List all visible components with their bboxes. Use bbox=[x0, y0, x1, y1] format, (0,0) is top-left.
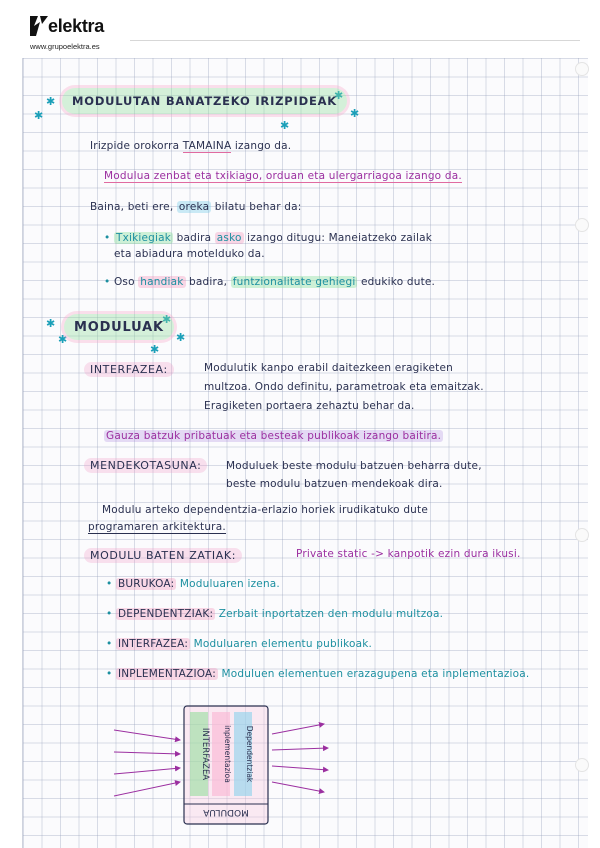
list-item bbox=[106, 668, 529, 680]
module-diagram bbox=[110, 700, 350, 830]
star-icon: ✱ bbox=[58, 333, 68, 346]
arteko-line1 bbox=[102, 504, 428, 516]
star-icon: ✱ bbox=[150, 343, 160, 356]
paragraph-main-criterion bbox=[90, 140, 291, 152]
text-fragment: Moduluek beste modulu batzuen beharra dute, bbox=[226, 460, 482, 472]
text-fragment: Private static -> kanpotik ezin dura ikusi. bbox=[296, 548, 521, 560]
item-text: Zerbait inportatzen den modulu multzoa. bbox=[218, 608, 444, 620]
keyword-tamaina: TAMAINA bbox=[182, 140, 232, 152]
text-fragment: badira bbox=[173, 232, 215, 244]
keyword-oreka: oreka bbox=[178, 201, 210, 213]
outgoing-arrows bbox=[272, 724, 328, 792]
text-fragment: edukiko dute. bbox=[357, 276, 436, 288]
text-fragment: multzoa. Ondo definitu, parametroak eta emaitzak. bbox=[204, 381, 484, 393]
term-mendekotasuna bbox=[84, 458, 207, 473]
interfazea-def-line1 bbox=[204, 362, 453, 374]
incoming-arrows bbox=[114, 730, 180, 796]
text-fragment: Modulu arteko dependentzia-erlazio horiek irudikatuko dute bbox=[102, 504, 429, 516]
item-text: Moduluaren izena. bbox=[179, 578, 280, 590]
bullet-large-modules bbox=[104, 276, 435, 288]
bullet-dot: • bbox=[106, 668, 113, 680]
star-icon: ✱ bbox=[162, 313, 172, 326]
text-fragment: Oso bbox=[113, 276, 139, 288]
item-label: INPLEMENTAZIOA: bbox=[117, 668, 216, 680]
text-fragment: Modulua zenbat eta txikiago, orduan eta ulergarriagoa izango da. bbox=[104, 170, 462, 182]
keyword-txikiegiak: Txikiegiak bbox=[115, 232, 172, 244]
item-label: DEPENDENTZIAK: bbox=[117, 608, 214, 620]
elektra-logo bbox=[28, 12, 124, 52]
paragraph-private-public bbox=[104, 430, 443, 442]
star-icon: ✱ bbox=[350, 107, 360, 120]
text-fragment: Irizpide orokorra bbox=[90, 140, 183, 152]
item-text: Moduluaren elementu publikoak. bbox=[193, 638, 373, 650]
logo-url: www.grupoelektra.es bbox=[30, 42, 100, 51]
binder-hole bbox=[575, 218, 589, 232]
section-title-modules bbox=[64, 314, 174, 340]
text-fragment: programaren arkitektura. bbox=[88, 521, 226, 533]
section-title-text: MODULUTAN BANATZEKO IRIZPIDEAK bbox=[72, 94, 338, 108]
text-fragment: Modulutik kanpo erabil daitezkeen eragiketen bbox=[204, 362, 454, 374]
text-fragment: bilatu behar da: bbox=[211, 201, 302, 213]
list-item bbox=[106, 578, 280, 590]
item-label: INTERFAZEA: bbox=[117, 638, 189, 650]
bullet-small-modules bbox=[104, 232, 432, 244]
star-icon: ✱ bbox=[46, 317, 56, 330]
text-fragment: izango da. bbox=[231, 140, 292, 152]
star-icon: ✱ bbox=[280, 119, 290, 132]
bullet-dot: • bbox=[106, 578, 113, 590]
keyword-asko: asko bbox=[216, 232, 242, 244]
star-icon: ✱ bbox=[176, 331, 186, 344]
bullet-dot: • bbox=[106, 608, 113, 620]
keyword-funtzionalitate: funtzionalitate gehiegi bbox=[232, 276, 356, 288]
elektra-logo-icon bbox=[28, 14, 50, 38]
text-fragment: izango ditugu: Maneiatzeko zailak bbox=[243, 232, 433, 244]
text-fragment: Eragiketen portaera zehaztu behar da. bbox=[204, 400, 415, 412]
text-fragment: eta abiadura motelduko da. bbox=[114, 248, 265, 260]
star-icon: ✱ bbox=[34, 109, 44, 122]
list-item bbox=[106, 608, 443, 620]
term-label: MODULU BATEN ZATIAK: bbox=[90, 549, 237, 562]
bullet-dot: • bbox=[104, 276, 111, 288]
text-fragment: badira, bbox=[185, 276, 231, 288]
mendekotasuna-def-line2 bbox=[226, 478, 443, 490]
diagram-label-modulua: MODULUA bbox=[203, 807, 249, 817]
star-icon: ✱ bbox=[334, 89, 344, 102]
diagram-label-interfazea: INTERFAZEA bbox=[200, 727, 210, 781]
binder-hole bbox=[575, 62, 589, 76]
item-text: Moduluen elementuen erazagupena eta inplementazioa. bbox=[221, 668, 530, 680]
section-title-criteria bbox=[62, 88, 347, 114]
term-label: MENDEKOTASUNA: bbox=[90, 459, 202, 472]
item-label: BURUKOA: bbox=[117, 578, 175, 590]
bullet-dot: • bbox=[104, 232, 111, 244]
interfazea-def-line3 bbox=[204, 400, 415, 412]
paragraph-balance bbox=[90, 201, 302, 213]
term-interfazea bbox=[84, 362, 174, 377]
list-item bbox=[106, 638, 372, 650]
diagram-label-inplementazioa: inplementazioa bbox=[223, 725, 232, 783]
bullet-small-modules-line2 bbox=[114, 248, 265, 260]
paragraph-size-rule bbox=[104, 170, 462, 182]
keyword-handiak: handiak bbox=[140, 276, 184, 288]
text-fragment: Gauza batzuk pribatuak eta besteak publikoak izango baitira. bbox=[106, 430, 442, 442]
section-title-text: MODULUAK bbox=[74, 319, 164, 335]
zatiak-note bbox=[296, 548, 521, 560]
page-header bbox=[0, 0, 600, 56]
logo-text: elektra bbox=[48, 16, 104, 36]
binder-hole bbox=[575, 758, 589, 772]
mendekotasuna-def-line1 bbox=[226, 460, 482, 472]
bullet-dot: • bbox=[106, 638, 113, 650]
term-label: INTERFAZEA: bbox=[90, 363, 168, 376]
text-fragment: beste modulu batzuen mendekoak dira. bbox=[226, 478, 443, 490]
diagram-label-dependentziak: Dependentziak bbox=[245, 725, 254, 783]
arteko-line2 bbox=[88, 521, 226, 533]
text-fragment: Baina, beti ere, bbox=[90, 201, 177, 213]
header-divider bbox=[130, 40, 580, 41]
term-zatiak bbox=[84, 548, 242, 563]
interfazea-def-line2 bbox=[204, 381, 484, 393]
binder-hole bbox=[575, 528, 589, 542]
star-icon: ✱ bbox=[46, 95, 56, 108]
